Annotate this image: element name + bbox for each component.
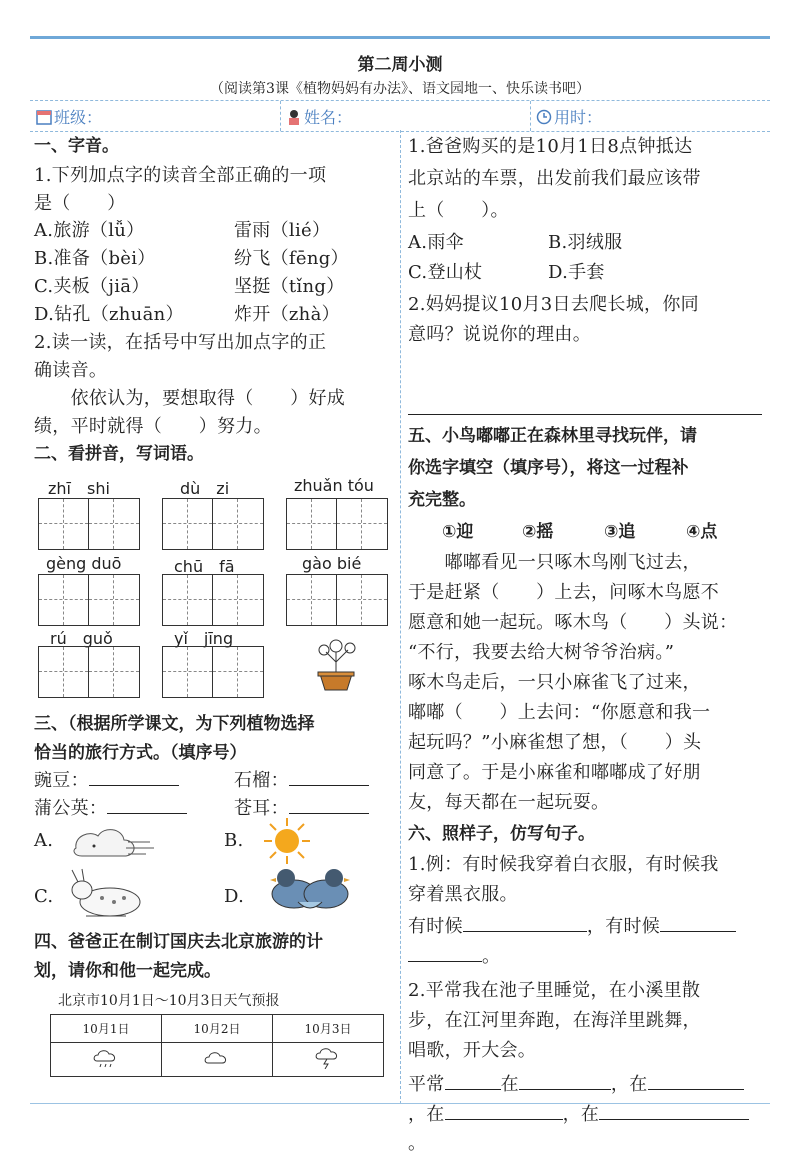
wind-icon	[66, 820, 156, 868]
forecast-cell	[51, 1043, 162, 1077]
s4-q1-opt-c: C.登山杖	[408, 262, 483, 283]
choice-b-label: B.	[224, 830, 244, 851]
s6-fill2-a: 平常	[408, 1074, 445, 1095]
s6-fill2[interactable]	[408, 1070, 744, 1099]
writing-grid[interactable]	[162, 574, 264, 626]
top-rule	[30, 36, 770, 39]
potted-plant-illustration	[306, 632, 366, 694]
class-label: 班级：	[54, 108, 103, 127]
thunderstorm-icon	[313, 1047, 343, 1069]
s6-fill1[interactable]	[408, 912, 736, 941]
s4-q1-opt-b: B.羽绒服	[548, 232, 623, 253]
worksheet	[30, 40, 770, 1154]
s4-q1-line2: 北京站的车票，出发前我们最应该带	[408, 168, 701, 189]
forecast-table	[50, 1014, 384, 1077]
section5-heading-line2: 你选字填空（填序号），将这一过程补	[408, 458, 689, 478]
s1-q2-line4[interactable]: 绩，平时就得（ ）努力。	[34, 416, 272, 437]
sun-icon	[262, 816, 312, 866]
s6-fill2-c: ，在	[610, 1074, 648, 1095]
time-label: 用时：	[554, 108, 603, 127]
plant-pomegranate[interactable]	[234, 766, 369, 795]
s1-q1-line2[interactable]: 是（ ）	[34, 193, 126, 214]
story-line-4: “不行，我要去给大树爷爷治病。”	[408, 642, 675, 663]
writing-grid[interactable]	[38, 646, 140, 698]
name-label: 姓名：	[304, 108, 353, 127]
s6-fill2-e: ，在	[562, 1104, 600, 1125]
pinyin-5: chū fā	[174, 557, 235, 576]
plant-cocklebur-label: 苍耳：	[234, 798, 289, 819]
choice-c-label: C.	[34, 886, 54, 907]
rain-cloud-icon	[91, 1047, 121, 1069]
forecast-day-3: 10月3日	[273, 1015, 384, 1043]
option-a-word2: 雷雨（lié）	[234, 220, 331, 241]
section3-heading-line1: 三、（根据所学课文，为下列植物选择	[34, 714, 315, 734]
column-divider	[400, 130, 401, 1104]
plant-pea[interactable]	[34, 766, 179, 795]
plant-pomegranate-label: 石榴：	[234, 770, 289, 791]
writing-grid[interactable]	[162, 498, 264, 550]
bottom-rule	[30, 1103, 770, 1104]
forecast-day-1: 10月1日	[51, 1015, 162, 1043]
plant-dandelion-label: 蒲公英：	[34, 798, 108, 819]
page-title: 第二周小测	[357, 55, 443, 75]
name-field[interactable]	[286, 105, 352, 128]
s6-fill2-cont[interactable]	[408, 1100, 766, 1158]
option-b-word1: B.准备（bèi）	[34, 248, 156, 269]
section3-heading-line2: 恰当的旅行方式。（填序号）	[34, 743, 247, 763]
story-line-2[interactable]: 于是赶紧（ ）上去，问啄木鸟愿不	[408, 582, 720, 603]
forecast-day-2: 10月2日	[162, 1015, 273, 1043]
option-a-word1: A.旅游（lǚ）	[34, 220, 145, 241]
s4-q1-opt-a: A.雨伞	[408, 232, 464, 253]
choice-1: ①迎	[442, 522, 474, 542]
story-line-1: 嘟嘟看见一只啄木鸟刚飞过去，	[408, 552, 701, 573]
s4-q1-line3[interactable]: 上（ ）。	[408, 200, 509, 221]
writing-grid[interactable]	[38, 574, 140, 626]
rabbit-icon	[66, 868, 156, 922]
option-c-word2: 坚挺（tǐng）	[234, 276, 345, 297]
forecast-cell	[273, 1043, 384, 1077]
pinyin-3: zhuǎn tóu	[294, 476, 374, 495]
divider	[280, 101, 281, 131]
writing-grid[interactable]	[38, 498, 140, 550]
section5-heading-line1: 五、小鸟嘟嘟正在森林里寻找玩伴，请	[408, 426, 697, 446]
pinyin-4: gèng duō	[46, 554, 122, 573]
cloudy-icon	[202, 1047, 232, 1069]
story-line-5: 啄木鸟走后，一只小麻雀飞了过来，	[408, 672, 701, 693]
s1-q2-line1: 2.读一读，在括号中写出加点字的正	[34, 332, 327, 353]
choice-4: ④点	[686, 522, 718, 542]
story-line-6[interactable]: 嘟嘟（ ）上去问：“你愿意和我一	[408, 702, 711, 723]
s4-q2-line2: 意吗？说说你的理由。	[408, 324, 591, 345]
s1-q2-line3[interactable]: 依依认为，要想取得（ ）好成	[34, 388, 346, 409]
story-line-8: 同意了。于是小麻雀和嘟嘟成了好朋	[408, 762, 701, 783]
pinyin-2: dù zi	[180, 479, 230, 498]
birds-icon	[260, 862, 360, 918]
forecast-title: 北京市10月1日～10月3日天气预报	[58, 993, 280, 1009]
option-b-word2: 纷飞（fēng）	[234, 248, 349, 269]
s1-q2-line2: 确读音。	[34, 360, 108, 381]
choice-a-label: A.	[34, 830, 54, 851]
option-d-word2: 炸开（zhà）	[234, 304, 340, 325]
plant-dandelion[interactable]	[34, 794, 187, 823]
time-field[interactable]	[536, 105, 602, 128]
option-d-word1: D.钻孔（zhuān）	[34, 304, 184, 325]
s6-fill2-d: ，在	[408, 1104, 445, 1125]
story-line-9: 友，每天都在一起玩耍。	[408, 792, 610, 813]
clock-icon	[536, 109, 552, 125]
s4-q1-line1: 1.爸爸购买的是10月1日8点钟抵达	[408, 136, 693, 157]
option-c-word1: C.夹板（jiā）	[34, 276, 150, 297]
s1-q1-line1: 1.下列加点字的读音全部正确的一项	[34, 165, 327, 186]
pinyin-7: rú guǒ	[50, 629, 113, 648]
s6-fill2-end: 。	[408, 1133, 427, 1154]
s6-example1-line1: 1.例：有时候我穿着白衣服，有时候我	[408, 854, 719, 875]
pinyin-6: gào bié	[302, 554, 362, 573]
s4-q2-line1: 2.妈妈提议10月3日去爬长城，你同	[408, 294, 699, 315]
info-row	[30, 100, 770, 132]
s6-example2-line2: 步，在江河里奔跑，在海洋里跳舞，	[408, 1010, 701, 1031]
answer-line[interactable]	[408, 414, 762, 415]
calendar-icon	[36, 109, 52, 125]
class-field[interactable]	[36, 105, 102, 128]
section1-heading: 一、字音。	[34, 136, 119, 156]
writing-grid[interactable]	[162, 646, 264, 698]
divider	[530, 101, 531, 131]
s6-fill1-cont[interactable]	[408, 942, 500, 971]
choice-d-label: D.	[224, 886, 245, 907]
choice-2: ②摇	[522, 522, 554, 542]
s6-fill1-b: ，有时候	[586, 916, 661, 937]
section4-heading-line2: 划，请你和他一起完成。	[34, 961, 221, 981]
writing-grid[interactable]	[286, 574, 388, 626]
s4-q1-opt-d: D.手套	[548, 262, 605, 283]
student-icon	[286, 109, 302, 125]
story-line-7[interactable]: 起玩吗？”小麻雀想了想，（ ）头	[408, 732, 702, 753]
plant-pea-label: 豌豆：	[34, 770, 89, 791]
section2-heading: 二、看拼音，写词语。	[34, 444, 204, 464]
page-subtitle: （阅读第3课《植物妈妈有办法》、语文园地一、快乐读书吧）	[210, 81, 590, 97]
s6-example2-line1: 2.平常我在池子里睡觉，在小溪里散	[408, 980, 701, 1001]
section5-heading-line3: 充完整。	[408, 490, 476, 510]
section4-heading-line1: 四、爸爸正在制订国庆去北京旅游的计	[34, 932, 323, 952]
writing-grid[interactable]	[286, 498, 388, 550]
s6-example1-line2: 穿着黑衣服。	[408, 884, 518, 905]
pinyin-8: yǐ jīng	[174, 629, 234, 648]
s6-fill1-a: 有时候	[408, 916, 463, 937]
forecast-cell	[162, 1043, 273, 1077]
section6-heading: 六、照样子，仿写句子。	[408, 824, 595, 844]
s6-fill1-end: 。	[482, 946, 501, 967]
choice-3: ③追	[604, 522, 636, 542]
s6-fill2-b: 在	[500, 1074, 519, 1095]
s6-example2-line3: 唱歌，开大会。	[408, 1040, 537, 1061]
pinyin-1: zhī shi	[48, 479, 110, 498]
story-line-3[interactable]: 愿意和她一起玩。啄木鸟（ ）头说：	[408, 612, 738, 633]
